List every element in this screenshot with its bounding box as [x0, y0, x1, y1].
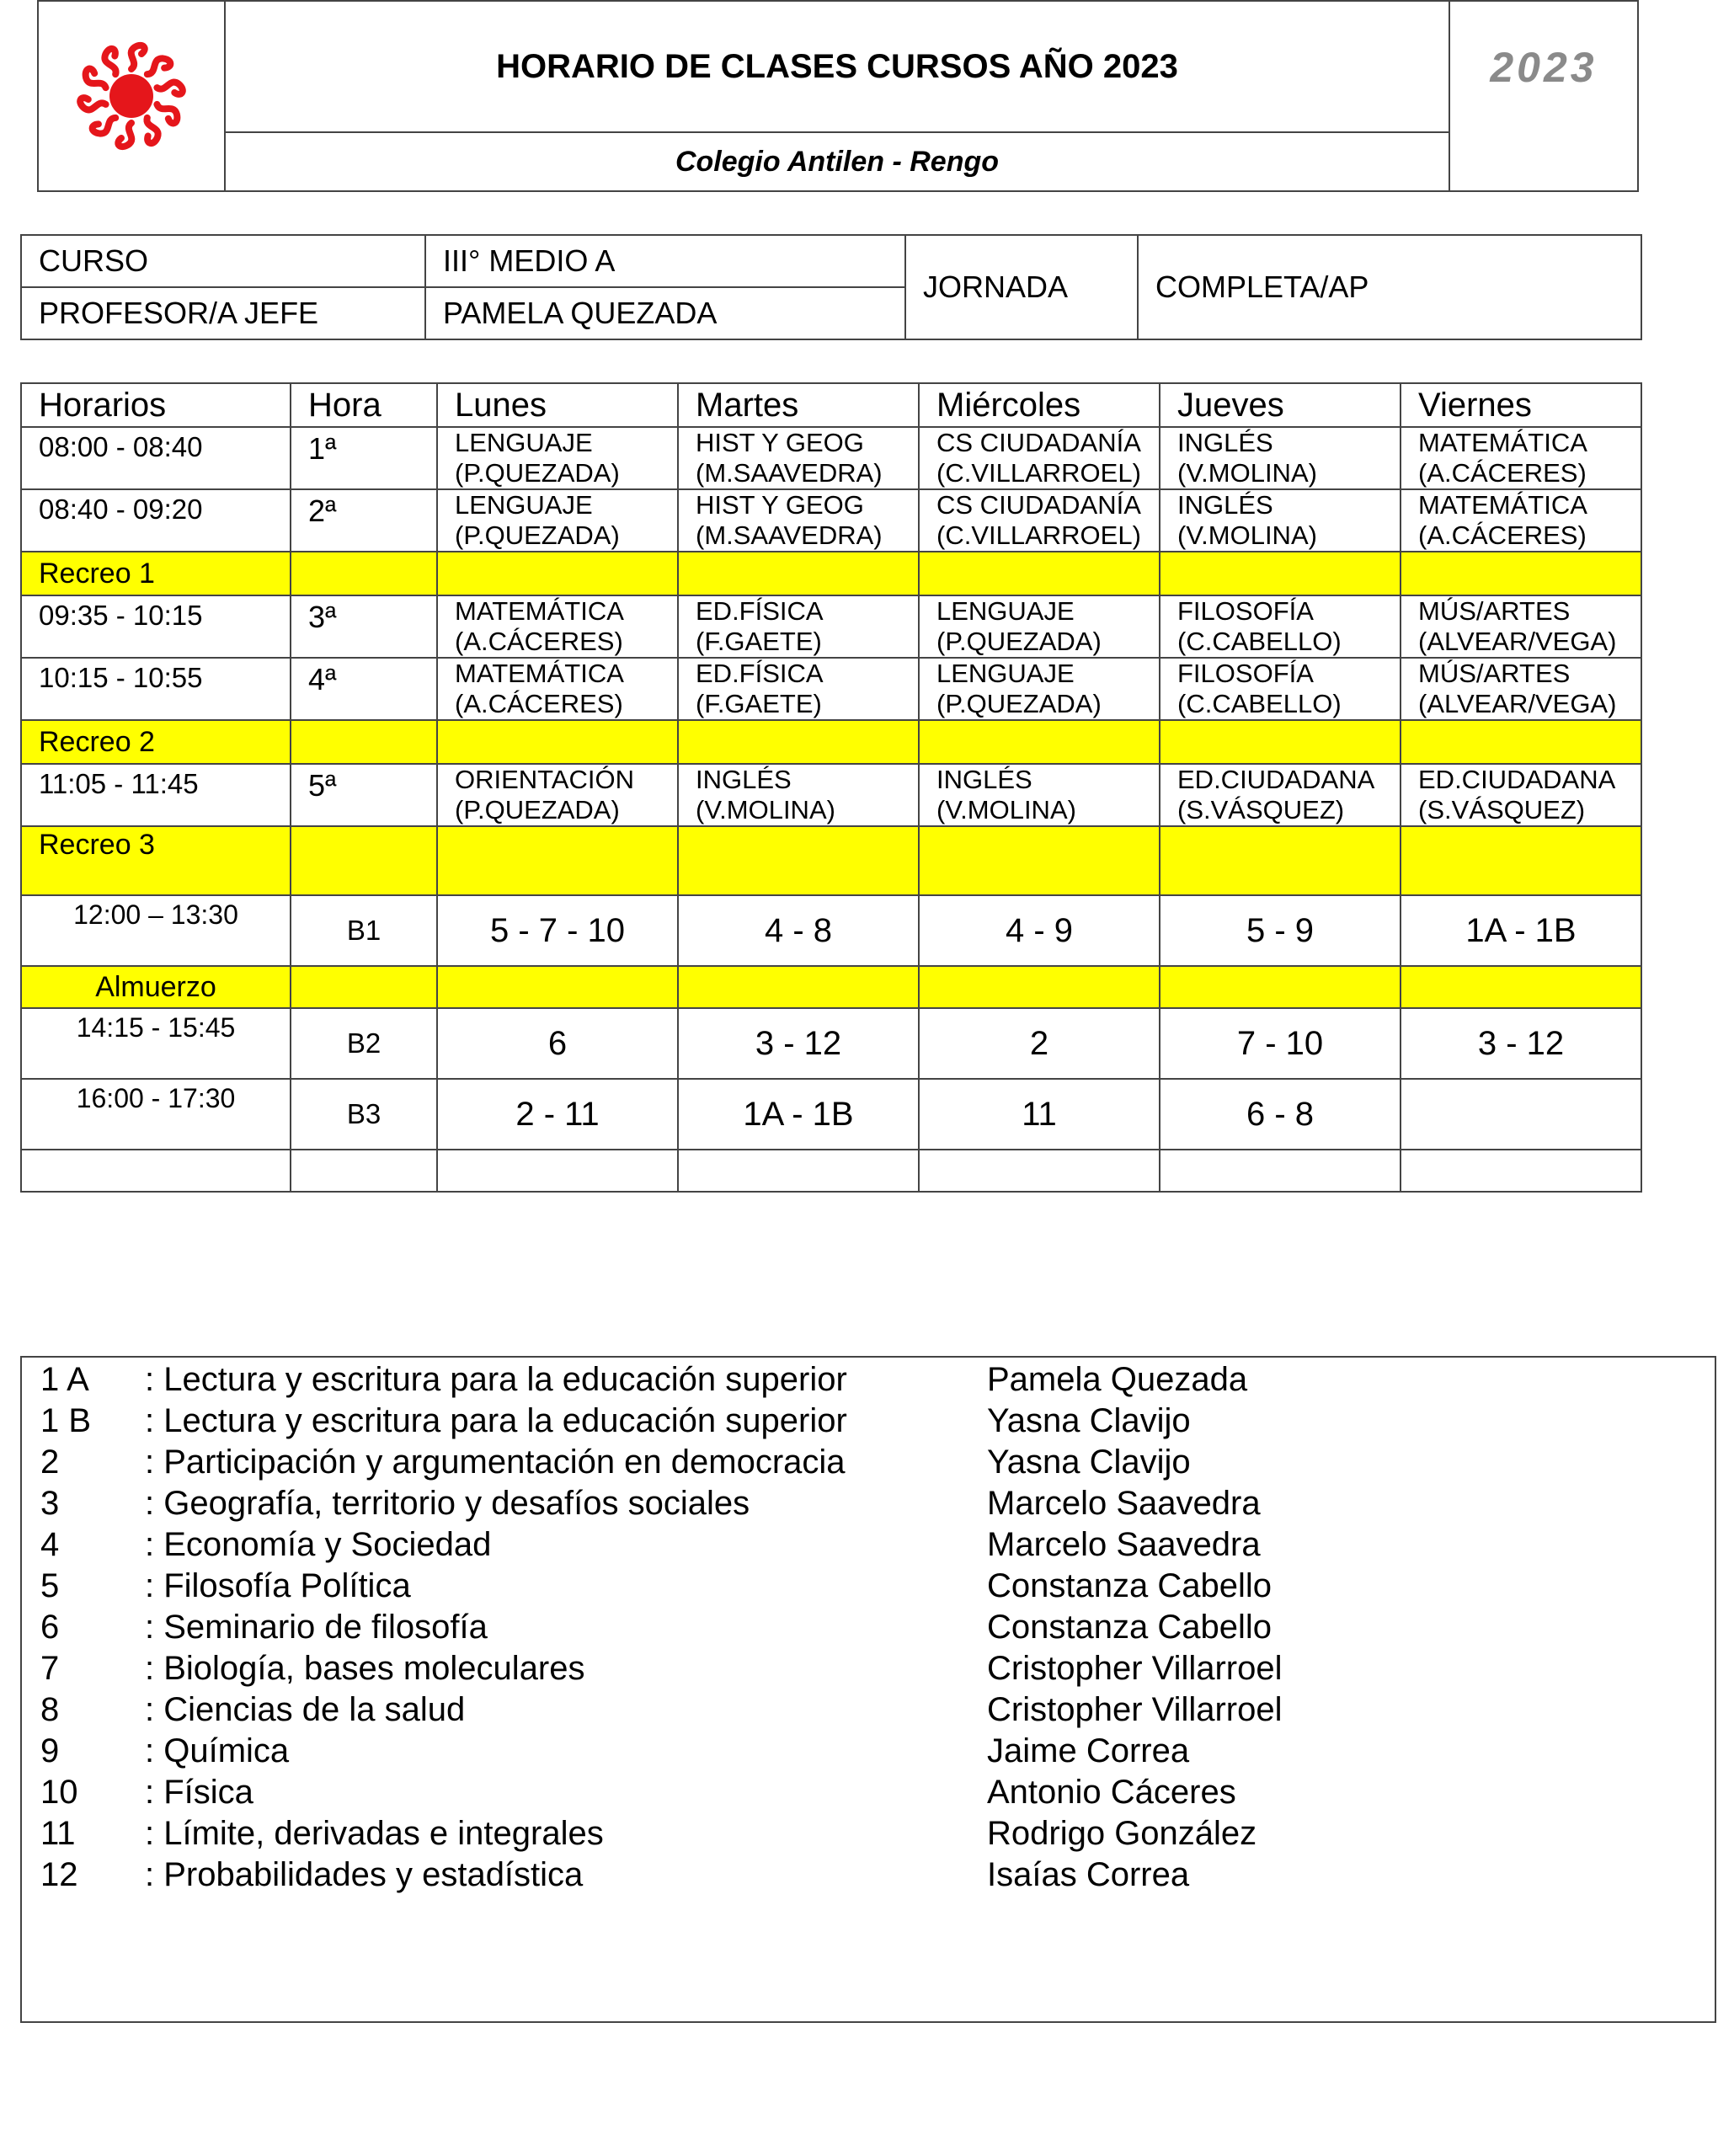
legend-teacher: Constanza Cabello: [987, 1609, 1272, 1646]
legend-row: [22, 1361, 1715, 1402]
block-code: B3: [291, 1080, 438, 1150]
elective-cell: 3 - 12: [679, 1009, 920, 1080]
teacher-name: (M.SAAVEDRA): [696, 520, 883, 550]
subject-name: MÚS/ARTES: [1418, 659, 1571, 688]
teacher-name: (A.CÁCERES): [455, 689, 623, 718]
empty-cell: [920, 1150, 1160, 1191]
subject-name: CS CIUDADANÍA: [936, 490, 1141, 520]
recess-cell: [291, 552, 438, 596]
curso-label: CURSO: [22, 236, 426, 288]
lunch-cell: [438, 967, 679, 1009]
column-header: Hora: [291, 384, 438, 428]
legend-code: 6: [40, 1609, 60, 1646]
subject-name: INGLÉS: [1177, 490, 1273, 520]
legend-code: 1 A: [40, 1361, 89, 1398]
recess-cell: [1401, 827, 1641, 896]
teacher-name: (C.CABELLO): [1177, 627, 1342, 656]
elective-cell: 4 - 8: [679, 896, 920, 967]
teacher-name: (V.MOLINA): [696, 795, 835, 825]
legend-row: [22, 1732, 1715, 1774]
period-number: 2ª: [291, 490, 438, 552]
legend-description: : Economía y Sociedad: [145, 1526, 492, 1563]
period-number: 4ª: [291, 659, 438, 721]
elective-cell: 6: [438, 1009, 679, 1080]
subject-name: HIST Y GEOG: [696, 428, 864, 457]
legend-description: : Ciencias de la salud: [145, 1691, 466, 1728]
recess-cell: [438, 827, 679, 896]
subject-name: LENGUAJE: [936, 659, 1075, 688]
empty-cell: [291, 1150, 438, 1191]
subject-name: MÚS/ARTES: [1418, 596, 1571, 626]
teacher-name: (ALVEAR/VEGA): [1418, 689, 1617, 718]
empty-cell: [438, 1150, 679, 1191]
lunch-cell: [920, 967, 1160, 1009]
teacher-name: (S.VÁSQUEZ): [1177, 795, 1345, 825]
elective-cell: 4 - 9: [920, 896, 1160, 967]
column-header: Viernes: [1401, 384, 1641, 428]
subject-name: LENGUAJE: [936, 596, 1075, 626]
teacher-name: (F.GAETE): [696, 689, 822, 718]
column-header: Lunes: [438, 384, 679, 428]
legend-teacher: Cristopher Villarroel: [987, 1691, 1283, 1728]
class-cell: [920, 428, 1160, 490]
jornada-value: COMPLETA/AP: [1155, 270, 1369, 304]
legend-code: 9: [40, 1732, 60, 1769]
recess-cell: [679, 721, 920, 765]
teacher-name: (A.CÁCERES): [1418, 520, 1587, 550]
legend-teacher: Antonio Cáceres: [987, 1774, 1236, 1811]
legend-row: [22, 1444, 1715, 1485]
column-header: Miércoles: [920, 384, 1160, 428]
column-header: Martes: [679, 384, 920, 428]
legend-code: 8: [40, 1691, 60, 1728]
legend-code: 11: [40, 1815, 76, 1852]
elective-cell: 1A - 1B: [1401, 896, 1641, 967]
lunch-cell: [679, 967, 920, 1009]
subject-name: MATEMÁTICA: [1418, 428, 1587, 457]
elective-cell: 5 - 7 - 10: [438, 896, 679, 967]
recess-cell: [291, 721, 438, 765]
class-cell: [920, 490, 1160, 552]
period-time: 11:05 - 11:45: [22, 765, 291, 827]
legend-code: 10: [40, 1774, 78, 1811]
legend-teacher: Marcelo Saavedra: [987, 1526, 1261, 1563]
class-cell: [920, 596, 1160, 659]
subject-name: CS CIUDADANÍA: [936, 428, 1141, 457]
class-cell: [679, 659, 920, 721]
recess-cell: [1401, 721, 1641, 765]
class-cell: [1401, 490, 1641, 552]
class-cell: [1401, 765, 1641, 827]
empty-cell: [1160, 1150, 1401, 1191]
recess-cell: [920, 721, 1160, 765]
empty-cell: [1401, 1150, 1641, 1191]
teacher-name: (V.MOLINA): [1177, 520, 1317, 550]
subject-name: INGLÉS: [936, 765, 1032, 794]
legend-row: [22, 1650, 1715, 1691]
course-info: [20, 234, 1642, 340]
legend-teacher: Yasna Clavijo: [987, 1444, 1191, 1481]
legend-description: : Filosofía Política: [145, 1567, 411, 1604]
teacher-name: (C.VILLARROEL): [936, 520, 1141, 550]
subject-name: ED.FÍSICA: [696, 659, 824, 688]
subject-name: INGLÉS: [696, 765, 792, 794]
subject-name: LENGUAJE: [455, 428, 593, 457]
legend-description: : Seminario de filosofía: [145, 1609, 488, 1646]
teacher-name: (A.CÁCERES): [455, 627, 623, 656]
profesor-label: PROFESOR/A JEFE: [22, 288, 426, 339]
block-time: 14:15 - 15:45: [22, 1009, 291, 1080]
teacher-name: (S.VÁSQUEZ): [1418, 795, 1586, 825]
teacher-name: (F.GAETE): [696, 627, 822, 656]
legend-description: : Química: [145, 1732, 290, 1769]
document-title: HORARIO DE CLASES CURSOS AÑO 2023: [226, 2, 1449, 133]
subject-name: LENGUAJE: [455, 490, 593, 520]
legend-teacher: Cristopher Villarroel: [987, 1650, 1283, 1687]
teacher-name: (ALVEAR/VEGA): [1418, 627, 1617, 656]
jornada-label: JORNADA: [906, 236, 1139, 339]
subject-name: INGLÉS: [1177, 428, 1273, 457]
recess-cell: [438, 721, 679, 765]
subject-name: MATEMÁTICA: [455, 596, 624, 626]
legend-teacher: Isaías Correa: [987, 1856, 1190, 1893]
legend-row: [22, 1691, 1715, 1732]
elective-cell: 3 - 12: [1401, 1009, 1641, 1080]
teacher-name: (C.VILLARROEL): [936, 458, 1141, 488]
recess-cell: [438, 552, 679, 596]
recess-cell: [1160, 827, 1401, 896]
legend-row: [22, 1774, 1715, 1815]
recess-cell: [679, 827, 920, 896]
elective-cell: [1401, 1080, 1641, 1150]
class-cell: [438, 659, 679, 721]
curso-value: III° MEDIO A: [426, 236, 906, 288]
class-cell: [679, 428, 920, 490]
legend-description: : Geografía, territorio y desafíos sociales: [145, 1485, 750, 1522]
teacher-name: (C.CABELLO): [1177, 689, 1342, 718]
lunch-cell: [1401, 967, 1641, 1009]
subject-legend: [20, 1356, 1716, 2023]
teacher-name: (P.QUEZADA): [936, 627, 1102, 656]
period-time: 10:15 - 10:55: [22, 659, 291, 721]
column-header: Horarios: [22, 384, 291, 428]
legend-row: [22, 1402, 1715, 1444]
recess-cell: [1160, 552, 1401, 596]
legend-description: : Física: [145, 1774, 253, 1811]
teacher-name: (M.SAAVEDRA): [696, 458, 883, 488]
legend-code: 3: [40, 1485, 60, 1522]
legend-row: [22, 1609, 1715, 1650]
teacher-name: (P.QUEZADA): [455, 458, 620, 488]
subject-name: ORIENTACIÓN: [455, 765, 634, 794]
period-time: 08:00 - 08:40: [22, 428, 291, 490]
legend-teacher: Yasna Clavijo: [987, 1402, 1191, 1439]
recess-cell: [1160, 721, 1401, 765]
period-number: 1ª: [291, 428, 438, 490]
legend-description: : Participación y argumentación en democracia: [145, 1444, 846, 1481]
subject-name: MATEMÁTICA: [455, 659, 624, 688]
class-cell: [438, 596, 679, 659]
recess-label: Recreo 3: [22, 827, 291, 896]
legend-description: : Lectura y escritura para la educación superior: [145, 1402, 847, 1439]
legend-row: [22, 1526, 1715, 1567]
legend-code: 2: [40, 1444, 60, 1481]
class-cell: [679, 765, 920, 827]
recess-label: Recreo 1: [22, 552, 291, 596]
recess-cell: [291, 827, 438, 896]
class-cell: [438, 490, 679, 552]
class-cell: [920, 659, 1160, 721]
subject-name: MATEMÁTICA: [1418, 490, 1587, 520]
legend-code: 7: [40, 1650, 60, 1687]
legend-teacher: Constanza Cabello: [987, 1567, 1272, 1604]
teacher-name: (V.MOLINA): [1177, 458, 1317, 488]
school-name: Colegio Antilen - Rengo: [675, 145, 1000, 178]
subject-name: ED.CIUDADANA: [1418, 765, 1616, 794]
legend-description: : Biología, bases moleculares: [145, 1650, 585, 1687]
legend-description: : Lectura y escritura para la educación superior: [145, 1361, 847, 1398]
profesor-value: PAMELA QUEZADA: [426, 288, 906, 339]
class-cell: [1401, 596, 1641, 659]
class-cell: [1160, 596, 1401, 659]
red-sun-logo-icon: [68, 33, 195, 159]
lunch-label: Almuerzo: [22, 967, 291, 1009]
class-cell: [679, 596, 920, 659]
lunch-cell: [291, 967, 438, 1009]
empty-cell: [679, 1150, 920, 1191]
legend-description: : Probabilidades y estadística: [145, 1856, 584, 1893]
class-cell: [438, 765, 679, 827]
subject-name: FILOSOFÍA: [1177, 596, 1314, 626]
recess-cell: [679, 552, 920, 596]
teacher-name: (P.QUEZADA): [936, 689, 1102, 718]
class-cell: [1160, 659, 1401, 721]
schedule-table: [20, 382, 1642, 1193]
empty-cell: [22, 1150, 291, 1191]
legend-code: 5: [40, 1567, 60, 1604]
legend-teacher: Jaime Correa: [987, 1732, 1190, 1769]
year-label: 2023: [1490, 44, 1598, 91]
elective-cell: 7 - 10: [1160, 1009, 1401, 1080]
legend-description: : Límite, derivadas e integrales: [145, 1815, 604, 1852]
legend-row: [22, 1815, 1715, 1856]
column-header: Jueves: [1160, 384, 1401, 428]
subject-name: HIST Y GEOG: [696, 490, 864, 520]
subject-name: ED.FÍSICA: [696, 596, 824, 626]
block-time: 16:00 - 17:30: [22, 1080, 291, 1150]
legend-teacher: Marcelo Saavedra: [987, 1485, 1261, 1522]
elective-cell: 5 - 9: [1160, 896, 1401, 967]
recess-cell: [1401, 552, 1641, 596]
block-code: B1: [291, 896, 438, 967]
period-time: 09:35 - 10:15: [22, 596, 291, 659]
legend-code: 1 B: [40, 1402, 92, 1439]
lunch-cell: [1160, 967, 1401, 1009]
class-cell: [1401, 659, 1641, 721]
legend-code: 4: [40, 1526, 60, 1563]
period-number: 5ª: [291, 765, 438, 827]
subject-name: FILOSOFÍA: [1177, 659, 1314, 688]
elective-cell: 11: [920, 1080, 1160, 1150]
block-time: 12:00 – 13:30: [22, 896, 291, 967]
teacher-name: (V.MOLINA): [936, 795, 1076, 825]
elective-cell: 6 - 8: [1160, 1080, 1401, 1150]
document-header: [37, 0, 1639, 192]
period-time: 08:40 - 09:20: [22, 490, 291, 552]
elective-cell: 1A - 1B: [679, 1080, 920, 1150]
block-code: B2: [291, 1009, 438, 1080]
elective-cell: 2: [920, 1009, 1160, 1080]
teacher-name: (P.QUEZADA): [455, 795, 620, 825]
recess-label: Recreo 2: [22, 721, 291, 765]
recess-cell: [920, 552, 1160, 596]
class-cell: [679, 490, 920, 552]
elective-cell: 2 - 11: [438, 1080, 679, 1150]
class-cell: [1160, 490, 1401, 552]
legend-row: [22, 1567, 1715, 1609]
legend-code: 12: [40, 1856, 78, 1893]
class-cell: [1401, 428, 1641, 490]
class-cell: [438, 428, 679, 490]
teacher-name: (A.CÁCERES): [1418, 458, 1587, 488]
legend-row: [22, 1485, 1715, 1526]
teacher-name: (P.QUEZADA): [455, 520, 620, 550]
recess-cell: [920, 827, 1160, 896]
subject-name: ED.CIUDADANA: [1177, 765, 1375, 794]
period-number: 3ª: [291, 596, 438, 659]
legend-row: [22, 1856, 1715, 1897]
logo-cell: [39, 2, 226, 190]
legend-teacher: Pamela Quezada: [987, 1361, 1248, 1398]
class-cell: [1160, 428, 1401, 490]
legend-teacher: Rodrigo González: [987, 1815, 1257, 1852]
class-cell: [1160, 765, 1401, 827]
class-cell: [920, 765, 1160, 827]
